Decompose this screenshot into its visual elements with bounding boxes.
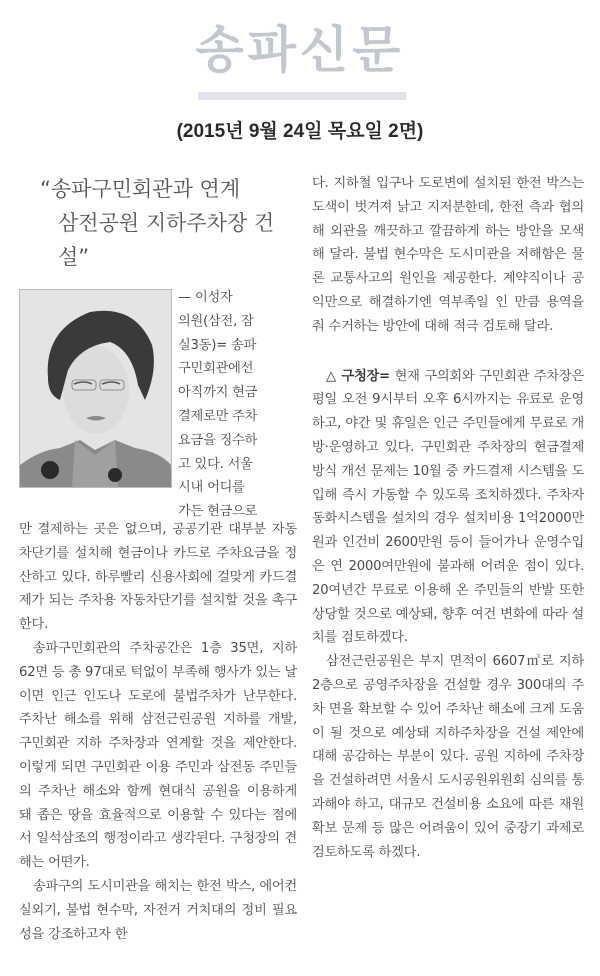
portrait-photo (19, 289, 172, 488)
article-headline (40, 172, 300, 274)
byline-line: 결제로만 주차 (178, 408, 258, 424)
paragraph: 송파구민회관의 주차공간은 1층 35면, 지하 62면 등 총 97대로 턱없이 부족해 행사가 있는 날이면 인근 인도나 도로에 불법주차가 난무한다. 주차난 해소를 위해 삼전근린공원 지하를 개발, 구민회관 지하 주차장과 연계할 것을 제안한다. 이렇게 되면 구민회관 이용 주민과 삼전동 주민들의 주차난 해소와 함께 현대식 공원을 이용하게 돼 좁은 땅을 효율적으로 이용할 수 있다는 점에서 일석삼조의 행정이라고 생각된다. 구청장의 견해는 어떤가. (19, 640, 297, 871)
headline-line-2: 삼전공원 지하주차장 건설” (58, 211, 275, 269)
byline-line: 고 있다. 서울 (178, 456, 253, 472)
byline-line: 요금을 징수하 (178, 432, 258, 448)
response-text: 현재 구의회와 구민회관 주차장은 평일 오전 9시부터 오후 6시까지는 유료로 운영하고, 야간 및 휴일은 인근 주민들에게 무료로 개방·운영하고 있다. 구민회관 주차장의 현금결제 방식 개선 문제는 10월 중 카드결제 시스템을 도입해 즉시 가동할 수 있도록 조치하겠다. 주차자동화시스템을 설치의 경우 설치비용 1억2000만원과 인건비 2600만원 등이 들어가나 운영수입은 연 2000여만원에 불과해 어려운 점이 있다. 20여년간 무료로 이용해 온 주민들의 반발 또한 상당할 것으로 예상돼, 향후 여건 변화에 따라 설치를 검토하겠다. (312, 368, 584, 646)
left-column (19, 518, 297, 946)
paragraph: 만 결제하는 곳은 없으며, 공공기관 대부분 자동차단기를 설치해 현금이나 카드로 주차요금을 정산하고 있다. 하루빨리 신용사회에 걸맞게 카드결제가 되는 주차용 자동차단기를 설치할 것을 촉구한다. (19, 522, 297, 633)
byline-text (178, 286, 293, 524)
byline-line: 의원(삼전, 잠 (178, 313, 254, 329)
masthead-rule (198, 92, 406, 100)
spacer (312, 339, 584, 365)
byline-line: — 이성자 (178, 290, 233, 305)
right-column (312, 172, 584, 864)
publication-date: (2015년 9월 24일 목요일 2면) (176, 121, 424, 142)
masthead (0, 0, 600, 140)
portrait-image-icon (20, 290, 171, 487)
byline-line: 시내 어디를 (178, 480, 245, 496)
paragraph: 송파구의 도시미관을 해치는 한전 박스, 에어컨 실외기, 불법 현수막, 자전거 거치대의 정비 필요성을 강조하고자 한 (19, 878, 297, 942)
newspaper-title: 송파신문 (195, 21, 405, 79)
headline-line-1: “송파구민회관과 연계 (40, 177, 241, 201)
byline-line: 아직까지 현금 (178, 385, 258, 401)
byline-line: 실3동)= 송파 (178, 337, 257, 353)
paragraph: 다. 지하철 입구나 도로변에 설치된 한전 박스는 도색이 벗겨져 낡고 지저분한데, 한전 측과 협의해 외관을 깨끗하고 깔끔하게 하는 방안을 모색해 달라. 불법 현수막은 도시미관을 저해함은 물론 교통사고의 원인을 제공한다. 계약직이나 공익만으로 해결하기엔 역부족일 인 만큼 용역을 줘 수거하는 방안에 대해 적극 검토해 달라. (312, 176, 584, 334)
response-paragraph (312, 365, 584, 651)
response-label: △ 구청장= (326, 368, 391, 384)
byline-line: 가든 현금으로 (178, 504, 258, 520)
paragraph: 삼전근린공원은 부지 면적이 6607㎡로 지하 2층으로 공영주차장을 건설할 경우 300대의 주차 면을 확보할 수 있어 주차난 해소에 크게 도움이 될 것으로 예상돼 지하주차장을 건설 제안에 대해 공감하는 부분이 있다. 공원 지하에 주차장을 건설하려면 서울시 도시공원위원회 심의를 통과해야 하고, 대규모 건설비용 소요에 따른 재원 확보 문제 등 많은 어려움이 있어 중장기 과제로 검토하도록 하겠다. (312, 654, 584, 860)
byline-line: 구민회관에선 (178, 361, 254, 377)
